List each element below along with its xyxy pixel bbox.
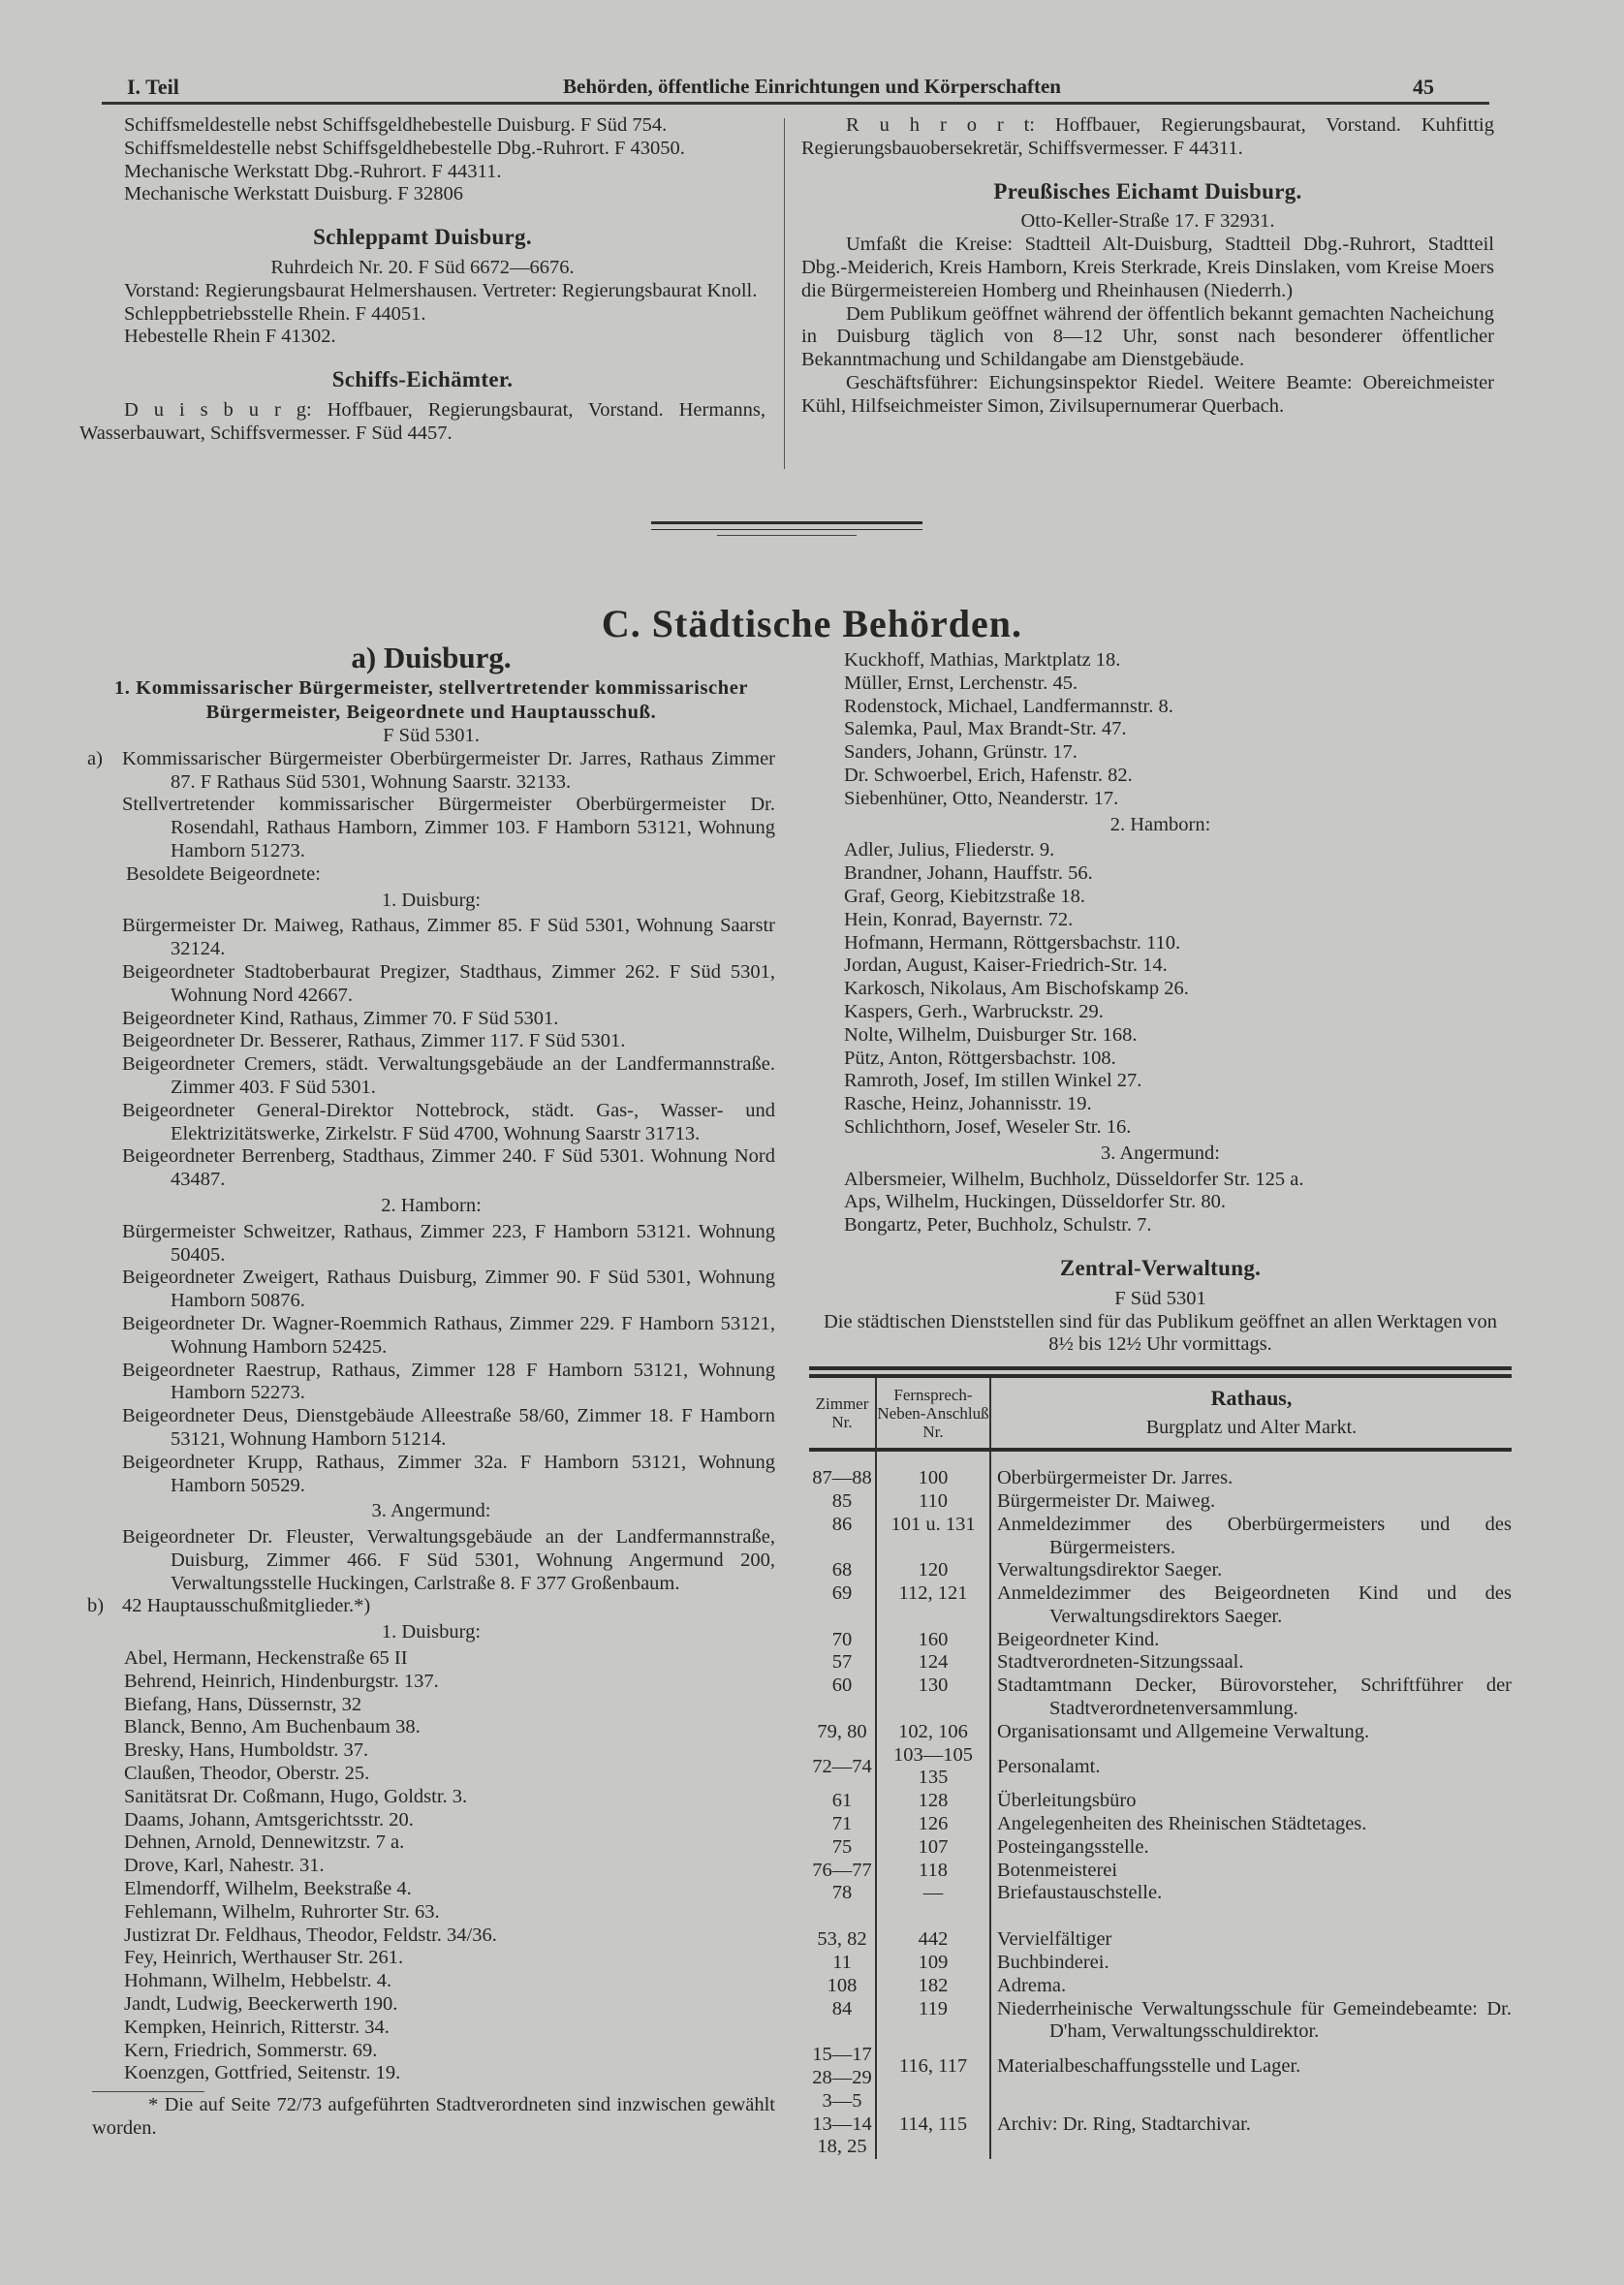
paragraph	[801, 303, 1494, 372]
directory-entry	[87, 1053, 775, 1100]
phone-extension: 119	[876, 1998, 990, 2045]
header-part: I. Teil	[127, 75, 179, 99]
room-number: 61	[809, 1790, 876, 1813]
left-column	[87, 640, 775, 2141]
table-row	[809, 1721, 1512, 1744]
paragraph	[801, 372, 1494, 419]
office-description: Oberbürgermeister Dr. Jarres.	[997, 1467, 1234, 1489]
table-row	[809, 1582, 1512, 1629]
room-number: 78	[809, 1882, 876, 1905]
directory-entry	[87, 1405, 775, 1452]
member-entry	[809, 1116, 1512, 1140]
entry-line	[79, 326, 765, 349]
city-heading	[87, 640, 775, 676]
entry-text: Albersmeier, Wilhelm, Buchholz, Düsseldorfer Str. 125 a.	[844, 1168, 1304, 1190]
office-description: Überleitungsbüro	[997, 1790, 1137, 1812]
directory-entry	[87, 1221, 775, 1268]
entry-text: Fey, Heinrich, Werthauser Str. 261.	[124, 1947, 404, 1969]
entry-text: Beigeordneter Dr. Besserer, Rathaus, Zimmer 117. F Süd 5301.	[122, 1030, 626, 1052]
entry-text: Kern, Friedrich, Sommerstr. 69.	[124, 2039, 378, 2061]
entry-text: Beigeordneter Dr. Wagner-Roemmich Rathaus, Zimmer 229. F Hamborn 53121, Wohnung Hamborn 52425.	[122, 1312, 775, 1358]
entry-text: Schiffs-Eichämter.	[331, 367, 514, 392]
table-row	[809, 1790, 1512, 1813]
office-description: Buchbinderei.	[997, 1952, 1109, 1974]
office-description: Anmeldezimmer des Beigeordneten Kind und des Verwaltungsdirektors Saeger.	[997, 1582, 1512, 1627]
office-table	[809, 1366, 1512, 2159]
ornamental-rule-thin	[717, 535, 857, 536]
entry-text: Kempken, Heinrich, Ritterstr. 34.	[124, 2016, 390, 2038]
directory-entry	[87, 1452, 775, 1498]
directory-entry	[87, 961, 775, 1008]
entry-text: Blanck, Benno, Am Buchenbaum 38.	[124, 1716, 421, 1738]
office-description: Angelegenheiten des Rheinischen Städtetages.	[997, 1813, 1367, 1835]
section-title: C. Städtische Behörden.	[601, 602, 1023, 645]
directory-entry	[87, 1100, 775, 1146]
room-number: 86	[809, 1514, 876, 1560]
entry-text: Bürgermeister Schweitzer, Rathaus, Zimmer 223, F Hamborn 53121. Wohnung 50405.	[122, 1220, 775, 1266]
room-number: 87—88	[809, 1450, 876, 1490]
room-number: 76—77	[809, 1860, 876, 1883]
district-heading	[87, 1500, 775, 1523]
entry-text: Bongartz, Peter, Buchholz, Schulstr. 7.	[844, 1214, 1152, 1236]
entry-text: Schleppbetriebsstelle Rhein. F 44051.	[124, 302, 426, 325]
member-entry	[87, 1786, 775, 1809]
table-row	[809, 1629, 1512, 1652]
entry-text: D u i s b u r g: Hoffbauer, Regierungsbaurat, Vorstand. Hermanns, Wasserbauwart, Schiffsvermesser. F Süd 4457.	[79, 398, 765, 444]
entry-text: Geschäftsführer: Eichungsinspektor Riedel. Weitere Beamte: Obereichmeister Kühl, Hilfseichmeister Simon, Zivilsupernumerar Querbach.	[801, 371, 1494, 417]
member-entry	[87, 2017, 775, 2040]
district-heading	[809, 814, 1512, 837]
member-entry	[809, 673, 1512, 696]
phone-extension: 160	[876, 1629, 990, 1652]
phone-extension: 182	[876, 1975, 990, 1998]
member-entry	[809, 862, 1512, 886]
entry-text: Brandner, Johann, Hauffstr. 56.	[844, 862, 1093, 885]
member-entry	[809, 649, 1512, 673]
entry-line	[79, 138, 765, 161]
phone-extension: 126	[876, 1813, 990, 1836]
entry-text: a) Duisburg.	[351, 641, 512, 674]
member-entry	[809, 978, 1512, 1001]
directory-entry	[87, 748, 775, 795]
directory-entry	[87, 1360, 775, 1406]
member-entry	[809, 1001, 1512, 1024]
entry-text: Mechanische Werkstatt Duisburg. F 32806	[124, 183, 464, 205]
section-heading	[809, 1257, 1512, 1280]
column-divider	[784, 118, 785, 469]
entry-text: Beigeordneter Krupp, Rathaus, Zimmer 32a. F Hamborn 53121, Wohnung Hamborn 50529.	[122, 1451, 775, 1496]
entry-text: Adler, Julius, Fliederstr. 9.	[844, 839, 1055, 861]
phone-extension: 130	[876, 1675, 990, 1721]
table-row	[809, 1836, 1512, 1860]
room-number: 68	[809, 1559, 876, 1582]
member-entry	[87, 1716, 775, 1739]
entry-text: Kaspers, Gerh., Warbruckstr. 29.	[844, 1000, 1104, 1022]
member-entry	[809, 1169, 1512, 1192]
entry-text: Claußen, Theodor, Oberstr. 25.	[124, 1763, 370, 1785]
office-description: Personalamt.	[997, 1755, 1101, 1777]
office-description: Organisationsamt und Allgemeine Verwaltung.	[997, 1720, 1370, 1742]
entry-text: Schleppamt Duisburg.	[313, 225, 532, 250]
directory-entry	[87, 1145, 775, 1192]
member-entry	[87, 1647, 775, 1671]
phone-extension: 120	[876, 1559, 990, 1582]
member-entry	[87, 1763, 775, 1786]
office-description: Beigeordneter Kind.	[997, 1628, 1160, 1650]
office-description: Verwaltungsdirektor Saeger.	[997, 1559, 1223, 1581]
label-line	[87, 863, 775, 887]
entry-text: Sanitätsrat Dr. Coßmann, Hugo, Goldstr. 3.	[124, 1785, 468, 1807]
paragraph	[79, 280, 765, 303]
header-rathaus	[990, 1376, 1512, 1450]
entry-text: Schiffsmeldestelle nebst Schiffsgeldhebestelle Dbg.-Ruhrort. F 43050.	[124, 137, 685, 159]
entry-text: Bresky, Hans, Humboldstr. 37.	[124, 1739, 369, 1762]
entry-text: Beigeordneter General-Direktor Nottebrock, städt. Gas-, Wasser- und Elektrizitätswerke, Zirkelstr. F Süd 4700, Wohnung Saarstr 31713.	[122, 1099, 775, 1144]
phone-extension: 442	[876, 1905, 990, 1952]
directory-entry	[87, 1030, 775, 1053]
entry-text: Mechanische Werkstatt Dbg.-Ruhrort. F 44311.	[124, 160, 502, 182]
room-number: 69	[809, 1582, 876, 1629]
entry-text: Pütz, Anton, Röttgersbachstr. 108.	[844, 1047, 1116, 1069]
table-row	[809, 1882, 1512, 1905]
room-number: 60	[809, 1675, 876, 1721]
member-entry	[87, 1993, 775, 2017]
entry-text: Vorstand: Regierungsbaurat Helmershausen. Vertreter: Regierungsbaurat Knoll.	[124, 279, 758, 301]
entry-text: 1. Duisburg:	[381, 1621, 482, 1643]
member-entry	[87, 1694, 775, 1717]
entry-text: Hein, Konrad, Bayernstr. 72.	[844, 908, 1074, 930]
phone-extension: 118	[876, 1860, 990, 1883]
district-heading	[809, 1142, 1512, 1166]
office-description: Vervielfältiger	[997, 1928, 1112, 1951]
entry-text: Umfaßt die Kreise: Stadtteil Alt-Duisburg, Stadtteil Dbg.-Ruhrort, Stadtteil Dbg.-Meiderich, Kreis Hamborn, Kreis Sterkrade, Kreis Dinslaken, vom Kreise Moers die Bürgermeistereien Homberg und Rheinhausen (Niederrh.)	[801, 234, 1494, 301]
entry-text: Beigeordneter Berrenberg, Stadthaus, Zimmer 240. F Süd 5301. Wohnung Nord 43487.	[122, 1145, 775, 1191]
member-entry	[809, 1214, 1512, 1237]
entry-text: 3. Angermund:	[371, 1500, 491, 1522]
member-entry	[87, 1855, 775, 1878]
entry-text: 1. Duisburg:	[381, 889, 482, 911]
phone-extension: 116, 117	[876, 2044, 990, 2090]
page-number: 45	[1413, 75, 1434, 99]
paragraph	[79, 399, 765, 446]
entry-text: Beigeordneter Cremers, städt. Verwaltungsgebäude an der Landfermannstraße. Zimmer 403. F Süd 5301.	[122, 1053, 775, 1098]
entry-text: Müller, Ernst, Lerchenstr. 45.	[844, 672, 1078, 694]
entry-text: Beigeordneter Raestrup, Rathaus, Zimmer 128 F Hamborn 53121, Wohnung Hamborn 52273.	[122, 1359, 775, 1404]
table-row	[809, 1559, 1512, 1582]
district-heading	[87, 1195, 775, 1218]
member-entry	[87, 2062, 775, 2085]
phone-extension: 114, 115	[876, 2090, 990, 2159]
entry-text: Fehlemann, Wilhelm, Ruhrorter Str. 63.	[124, 1900, 440, 1923]
table-row	[809, 1860, 1512, 1883]
centered-line	[79, 257, 765, 280]
phone-extension: 109	[876, 1952, 990, 1975]
table-row	[809, 1450, 1512, 1490]
entry-text: Daams, Johann, Amtsgerichtsstr. 20.	[124, 1808, 414, 1831]
entry-text: Beigeordneter Dr. Fleuster, Verwaltungsgebäude an der Landfermannstraße, Duisburg, Zimmer 466. F Süd 5301, Wohnung Angermund 200, Verwaltungsstelle Huckingen, Carlstraße 8. F 377 Großenbaum.	[122, 1526, 775, 1594]
entry-label: a)	[87, 747, 103, 769]
section-heading	[79, 368, 765, 391]
entry-line	[79, 161, 765, 184]
member-entry	[809, 839, 1512, 862]
entry-text: Schlichthorn, Josef, Weseler Str. 16.	[844, 1115, 1132, 1138]
office-description: Adrema.	[997, 1974, 1067, 1996]
entry-text: Hohmann, Wilhelm, Hebbelstr. 4.	[124, 1970, 392, 1992]
room-number: 84	[809, 1998, 876, 2045]
room-number: 70	[809, 1629, 876, 1652]
member-entry	[809, 886, 1512, 909]
entry-text: Koenzgen, Gottfried, Seitenstr. 19.	[124, 2062, 401, 2084]
directory-entry	[87, 1526, 775, 1595]
table-row	[809, 1675, 1512, 1721]
member-entry	[87, 1831, 775, 1855]
table-row	[809, 1490, 1512, 1514]
right-column	[809, 649, 1512, 2159]
table-top-rule	[809, 1368, 1512, 1376]
rathaus-title: Rathaus,	[1210, 1386, 1293, 1411]
member-entry	[809, 932, 1512, 955]
table-row	[809, 1952, 1512, 1975]
table-row	[809, 1744, 1512, 1791]
entry-text: Beigeordneter Stadtoberbaurat Pregizer, Stadthaus, Zimmer 262. F Süd 5301, Wohnung Nord 42667.	[122, 960, 775, 1006]
entry-text: Preußisches Eichamt Duisburg.	[993, 178, 1302, 203]
entry-line	[79, 114, 765, 138]
member-entry	[809, 909, 1512, 932]
entry-text: Hebestelle Rhein F 41302.	[124, 326, 336, 348]
top-right-column	[801, 114, 1494, 419]
member-entry	[809, 1093, 1512, 1116]
district-heading	[87, 1621, 775, 1644]
member-entry	[809, 955, 1512, 978]
member-entry	[87, 1739, 775, 1763]
directory-entry	[87, 1313, 775, 1360]
member-entry	[809, 696, 1512, 719]
entry-text: Bürgermeister Dr. Maiweg, Rathaus, Zimmer 85. F Süd 5301, Wohnung Saarstr 32124.	[122, 915, 775, 960]
entry-text: Ruhrdeich Nr. 20. F Süd 6672—6676.	[270, 256, 575, 278]
entry-text: Schiffsmeldestelle nebst Schiffsgeldhebestelle Duisburg. F Süd 754.	[124, 114, 668, 136]
ornamental-rule	[651, 521, 922, 530]
entry-text: R u h r o r t: Hoffbauer, Regierungsbaurat, Vorstand. Kuhfittig Regierungsbauobersekretär, Schiffsvermesser. F 44311.	[801, 114, 1494, 159]
office-description: Stadtverordneten-Sitzungssaal.	[997, 1651, 1244, 1674]
phone-extension: 107	[876, 1836, 990, 1860]
table-row	[809, 2090, 1512, 2159]
entry-text: F Süd 5301	[1114, 1287, 1206, 1309]
room-number: 108	[809, 1975, 876, 1998]
entry-text: Jandt, Ludwig, Beeckerwerth 190.	[124, 1993, 398, 2016]
member-entry	[87, 1671, 775, 1694]
entry-text: 1. Kommissarischer Bürgermeister, stellvertretender kommissarischer Bürgermeister, Beigeordnete und Hauptausschuß.	[113, 677, 749, 723]
section-heading	[801, 180, 1494, 203]
member-entry	[809, 1070, 1512, 1093]
directory-entry	[87, 915, 775, 961]
entry-text: Die städtischen Dienststellen sind für das Publikum geöffnet an allen Werktagen von 8½ bis 12½ Uhr vormittags.	[823, 1310, 1497, 1356]
entry-text: Besoldete Beigeordnete:	[126, 862, 321, 885]
entry-text: Aps, Wilhelm, Huckingen, Düsseldorfer Str. 80.	[844, 1191, 1226, 1213]
entry-text: Jordan, August, Kaiser-Friedrich-Str. 14.	[844, 955, 1168, 977]
office-description: Stadtamtmann Decker, Bürovorsteher, Schriftführer der Stadtverordnetenversammlung.	[997, 1675, 1512, 1720]
phone-extension: 128	[876, 1790, 990, 1813]
table-row	[809, 1998, 1512, 2045]
office-description: Niederrheinische Verwaltungsschule für Gemeindebeamte: Dr. D'ham, Verwaltungsschuldirektor.	[997, 1997, 1512, 2043]
entry-text: Sanders, Johann, Grünstr. 17.	[844, 741, 1077, 764]
room-number: 85	[809, 1490, 876, 1514]
header-title: Behörden, öffentliche Einrichtungen und Körperschaften	[563, 75, 1061, 98]
entry-text: Nolte, Wilhelm, Duisburger Str. 168.	[844, 1023, 1138, 1046]
phone-extension: 124	[876, 1651, 990, 1675]
entry-text: Dr. Schwoerbel, Erich, Hafenstr. 82.	[844, 764, 1133, 786]
entry-text: Hofmann, Hermann, Röttgersbachstr. 110.	[844, 931, 1181, 954]
entry-text: 3. Angermund:	[1101, 1142, 1220, 1164]
phone-extension: 103—105 135	[876, 1744, 990, 1791]
entry-text: Behrend, Heinrich, Hindenburgstr. 137.	[124, 1670, 439, 1692]
directory-entry	[87, 1595, 775, 1618]
top-left-column	[79, 114, 765, 446]
member-entry	[87, 1901, 775, 1925]
office-description: Briefaustauschstelle.	[997, 1882, 1163, 1904]
entry-text: 2. Hamborn:	[1109, 813, 1211, 835]
table-row	[809, 1813, 1512, 1836]
room-number: 15—17 28—29	[809, 2044, 876, 2090]
directory-entry	[87, 794, 775, 862]
entry-text: Ramroth, Josef, Im stillen Winkel 27.	[844, 1070, 1142, 1092]
phone-extension: 110	[876, 1490, 990, 1514]
member-entry	[809, 741, 1512, 765]
member-entry	[809, 1191, 1512, 1214]
member-entry	[809, 788, 1512, 811]
footnote-rule	[92, 2091, 204, 2092]
office-description: Materialbeschaffungsstelle und Lager.	[997, 2055, 1301, 2078]
phone-extension: 102, 106	[876, 1721, 990, 1744]
paragraph	[801, 234, 1494, 302]
office-description: Archiv: Dr. Ring, Stadtarchivar.	[997, 2113, 1251, 2135]
entry-text: Dehnen, Arnold, Dennewitzstr. 7 a.	[124, 1831, 405, 1854]
entry-text: Biefang, Hans, Düssernstr, 32	[124, 1693, 362, 1715]
table-row	[809, 2044, 1512, 2090]
member-entry	[809, 718, 1512, 741]
entry-text: Graf, Georg, Kiebitzstraße 18.	[844, 885, 1085, 907]
centered-line	[809, 1288, 1512, 1311]
centered-line	[801, 210, 1494, 234]
entry-text: Rasche, Heinz, Johannisstr. 19.	[844, 1093, 1092, 1115]
entry-text: Kuckhoff, Mathias, Marktplatz 18.	[844, 649, 1121, 671]
table-row	[809, 1651, 1512, 1675]
district-heading	[87, 890, 775, 913]
subsection-heading	[87, 676, 775, 725]
entry-text: Stellvertretender kommissarischer Bürgermeister Oberbürgermeister Dr. Rosendahl, Rathaus Hamborn, Zimmer 103. F Hamborn 53121, Wohnung Hamborn 51273.	[122, 794, 775, 861]
member-entry	[87, 2040, 775, 2063]
entry-label: b)	[87, 1595, 105, 1617]
room-number: 53, 82	[809, 1905, 876, 1952]
entry-text: Karkosch, Nikolaus, Am Bischofskamp 26.	[844, 978, 1189, 1000]
entry-text: Salemka, Paul, Max Brandt-Str. 47.	[844, 718, 1127, 740]
rathaus-address: Burgplatz und Alter Markt.	[1145, 1417, 1358, 1439]
footnote: * Die auf Seite 72/73 aufgeführten Stadtverordneten sind inzwischen gewählt worden.	[92, 2094, 775, 2140]
room-number: 57	[809, 1651, 876, 1675]
phone-extension: 101 u. 131	[876, 1514, 990, 1560]
member-entry	[87, 1925, 775, 1948]
entry-text: Kommissarischer Bürgermeister Oberbürgermeister Dr. Jarres, Rathaus Zimmer 87. F Rathaus Süd 5301, Wohnung Saarstr. 32133.	[122, 747, 775, 793]
room-number: 72—74	[809, 1744, 876, 1791]
header-room: Zimmer Nr.	[809, 1376, 876, 1450]
table-row	[809, 1975, 1512, 1998]
directory-entry	[87, 1267, 775, 1313]
entry-text: Elmendorff, Wilhelm, Beekstraße 4.	[124, 1878, 412, 1900]
entry-line	[79, 303, 765, 327]
office-description: Posteingangsstelle.	[997, 1835, 1149, 1858]
directory-entry	[87, 1008, 775, 1031]
phone-extension: 100	[876, 1450, 990, 1490]
entry-text: Drove, Karl, Nahestr. 31.	[124, 1855, 325, 1877]
office-description: Bürgermeister Dr. Maiweg.	[997, 1489, 1216, 1512]
entry-text: Zentral-Verwaltung.	[1059, 1255, 1262, 1280]
member-entry	[809, 1024, 1512, 1048]
member-entry	[87, 1809, 775, 1832]
member-entry	[87, 1970, 775, 1993]
table-row	[809, 1905, 1512, 1952]
entry-text: F Süd 5301.	[383, 725, 480, 746]
header-extension: Fernsprech-Neben-Anschluß Nr.	[876, 1376, 990, 1450]
entry-text: Beigeordneter Kind, Rathaus, Zimmer 70. F Süd 5301.	[122, 1007, 559, 1029]
entry-text: Justizrat Dr. Feldhaus, Theodor, Feldstr. 34/36.	[124, 1924, 497, 1946]
room-number: 79, 80	[809, 1721, 876, 1744]
table-row	[809, 1514, 1512, 1560]
entry-text: Beigeordneter Zweigert, Rathaus Duisburg, Zimmer 90. F Süd 5301, Wohnung Hamborn 50876.	[122, 1267, 775, 1312]
entry-text: Beigeordneter Deus, Dienstgebäude Alleestraße 58/60, Zimmer 18. F Hamborn 53121, Wohnung Hamborn 51214.	[122, 1405, 775, 1450]
entry-line	[79, 183, 765, 206]
member-entry	[809, 765, 1512, 788]
office-description: Botenmeisterei	[997, 1859, 1118, 1881]
entry-text: 2. Hamborn:	[381, 1194, 482, 1216]
section-heading	[79, 226, 765, 249]
room-number: 71	[809, 1813, 876, 1836]
paragraph	[801, 114, 1494, 161]
member-entry	[87, 1947, 775, 1970]
member-entry	[809, 1048, 1512, 1071]
header-rule	[102, 102, 1489, 105]
entry-text: Otto-Keller-Straße 17. F 32931.	[1020, 210, 1275, 233]
phone-extension: 112, 121	[876, 1582, 990, 1629]
entry-text: 42 Hauptausschußmitglieder.*)	[122, 1595, 371, 1617]
room-number: 3—5 13—14 18, 25	[809, 2090, 876, 2159]
entry-text: Abel, Hermann, Heckenstraße 65 II	[124, 1647, 408, 1670]
room-number: 75	[809, 1836, 876, 1860]
room-number: 11	[809, 1952, 876, 1975]
phone-extension: —	[876, 1882, 990, 1905]
entry-text: Siebenhüner, Otto, Neanderstr. 17.	[844, 787, 1119, 809]
member-entry	[87, 1878, 775, 1901]
centered-line	[809, 1311, 1512, 1358]
entry-text: Dem Publikum geöffnet während der öffentlich bekannt gemachten Nacheichung in Duisburg täglich von 8—12 Uhr, sonst nach besonderer öffentlicher Bekanntmachung und Schildangabe am Dienstgebäude.	[801, 302, 1494, 371]
centered-line	[87, 725, 775, 748]
entry-text: Rodenstock, Michael, Landfermannstr. 8.	[844, 695, 1173, 717]
office-description: Anmeldezimmer des Oberbürgermeisters und des Bürgermeisters.	[997, 1513, 1512, 1558]
